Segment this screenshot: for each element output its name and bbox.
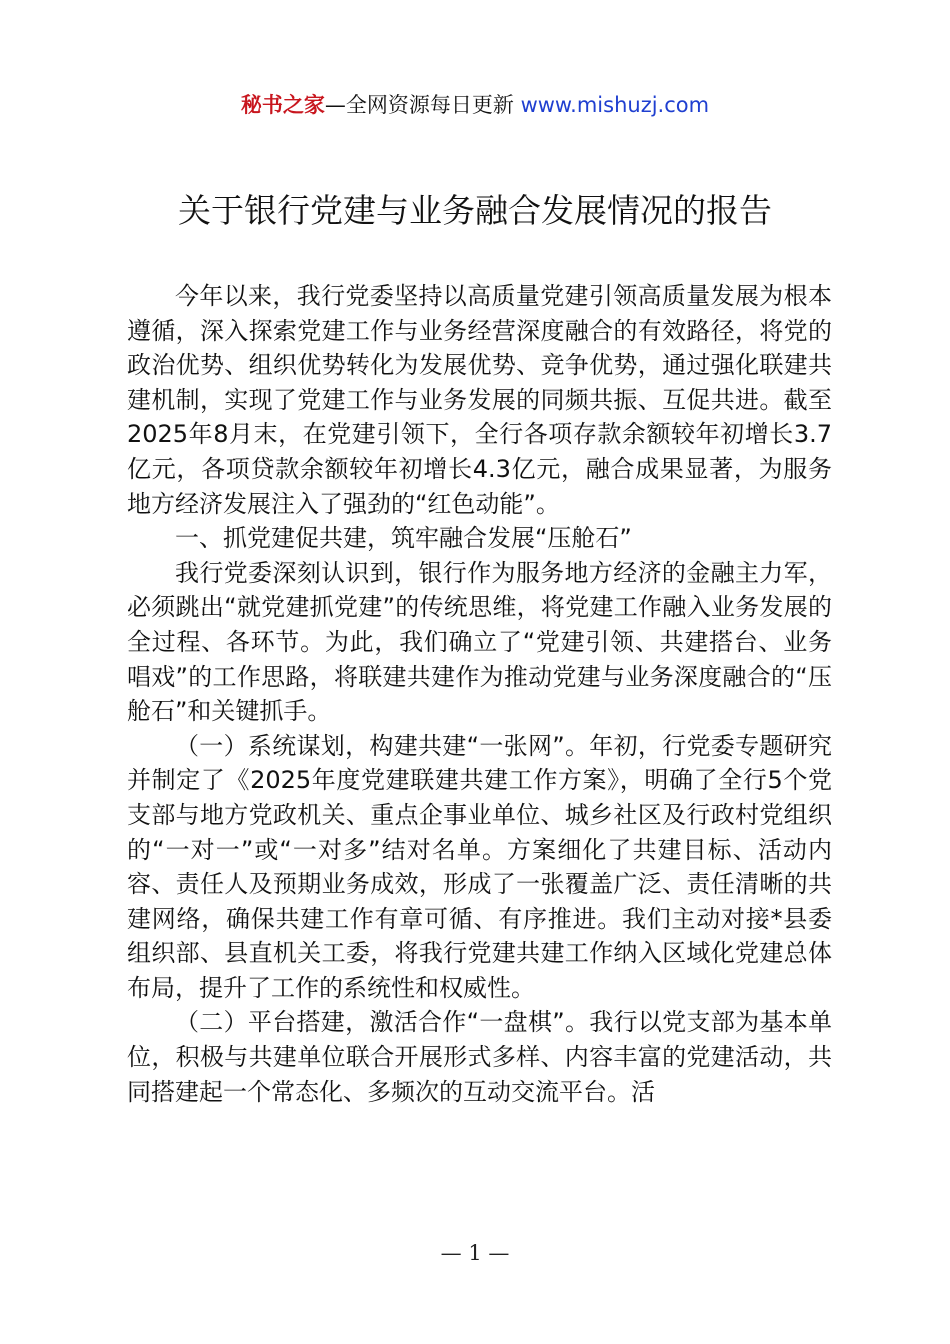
page-number: — 1 — [440, 1241, 510, 1265]
site-slogan: —全网资源每日更新 [324, 93, 521, 117]
intro-paragraph: 今年以来，我行党委坚持以高质量党建引领高质量发展为根本遵循，深入探索党建工作与业务经营深度融合的有效路径，将党的政治优势、组织优势转化为发展优势、竞争优势，通过强化联建共建机制，实现了党建工作与业务发展的同频共振、互促共进。截至2025年8月末，在党建引领下，全行各项存款余额较年初增长3.7亿元，各项贷款余额较年初增长4.3亿元，融合成果显著，为服务地方经济发展注入了强劲的“红色动能”。 [127, 282, 832, 518]
site-brand: 秘书之家 [240, 93, 325, 117]
site-url-link[interactable]: www.mishuzj.com [520, 93, 710, 117]
site-header [0, 88, 950, 122]
document-body [127, 279, 832, 1109]
subsection-paragraph-1: （一）系统谋划，构建共建“一张网”。年初，行党委专题研究并制定了《2025年度党建联建共建工作方案》，明确了全行5个党支部与地方党政机关、重点企事业单位、城乡社区及行政村党组织的“一对一”或“一对多”结对名单。方案细化了共建目标、活动内容、责任人及预期业务成效，形成了一张覆盖广泛、责任清晰的共建网络，确保共建工作有章可循、有序推进。我们主动对接*县委组织部、县直机关工委，将我行党建共建工作纳入区域化党建总体布局，提升了工作的系统性和权威性。 [127, 731, 832, 1002]
body-paragraph: 我行党委深刻认识到，银行作为服务地方经济的金融主力军，必须跳出“就党建抓党建”的传统思维，将党建工作融入业务发展的全过程、各环节。为此，我们确立了“党建引领、共建搭台、业务唱戏”的工作思路，将联建共建作为推动党建与业务深度融合的“压舱石”和关键抓手。 [127, 558, 832, 726]
subsection-paragraph-2: （二）平台搭建，激活合作“一盘棋”。我行以党支部为基本单位，积极与共建单位联合开展形式多样、内容丰富的党建活动，共同搭建起一个常态化、多频次的互动交流平台。活 [127, 1008, 832, 1106]
document-title: 关于银行党建与业务融合发展情况的报告 [178, 191, 772, 230]
section-heading-1: 一、抓党建促共建，筑牢融合发展“压舱石” [175, 524, 632, 553]
